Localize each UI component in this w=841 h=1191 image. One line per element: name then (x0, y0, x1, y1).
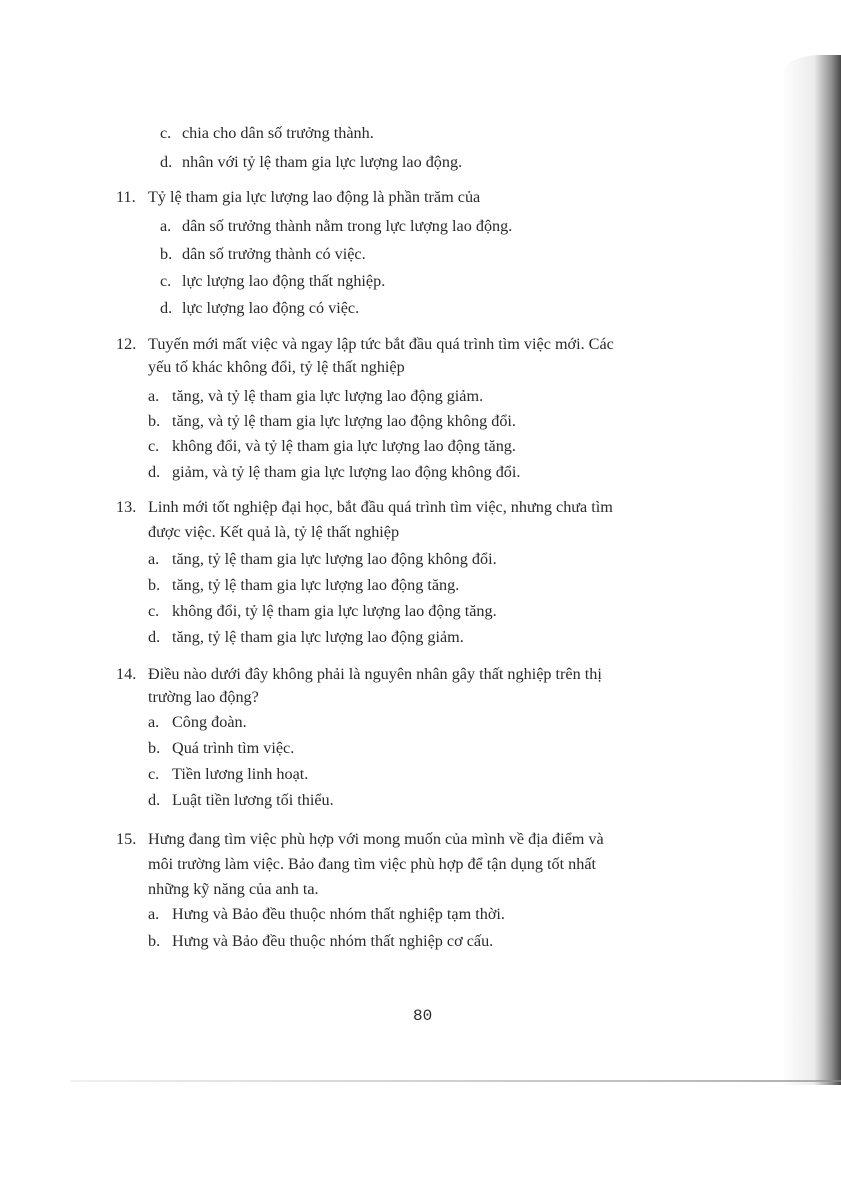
option-text: lực lượng lao động có việc. (182, 299, 360, 317)
option-text: Hưng và Bảo đều thuộc nhóm thất nghiệp tạm thời. (172, 905, 505, 923)
option-letter: c. (148, 437, 160, 455)
option-text: dân số trưởng thành nằm trong lực lượng lao động. (182, 217, 513, 235)
option-letter: a. (148, 387, 160, 405)
option-letter: b. (148, 576, 161, 594)
option-letter: a. (148, 905, 160, 923)
question-number: 14. (116, 665, 137, 683)
option-letter: b. (148, 412, 161, 430)
option-letter: c. (148, 602, 160, 620)
question-stem: Hưng đang tìm việc phù hợp với mong muốn của mình về địa điểm và (148, 830, 604, 848)
option-text: Công đoàn. (172, 713, 247, 731)
option-text: giảm, và tỷ lệ tham gia lực lượng lao động không đổi. (172, 463, 521, 481)
option-letter: a. (148, 550, 160, 568)
question-number: 11. (116, 188, 136, 206)
option-letter: b. (160, 245, 173, 263)
option-text: không đổi, tỷ lệ tham gia lực lượng lao động tăng. (172, 602, 497, 620)
option-text: dân số trưởng thành có việc. (182, 245, 366, 263)
option-text: tăng, và tỷ lệ tham gia lực lượng lao động giảm. (172, 387, 484, 405)
option-text: nhân với tỷ lệ tham gia lực lượng lao động. (182, 153, 463, 171)
question-stem: Điều nào dưới đây không phải là nguyên nhân gây thất nghiệp trên thị (148, 665, 602, 683)
question-stem: Linh mới tốt nghiệp đại học, bắt đầu quá trình tìm việc, nhưng chưa tìm (148, 498, 613, 516)
option-letter: d. (160, 153, 173, 171)
option-letter: a. (148, 713, 160, 731)
question-stem: trường lao động? (148, 688, 259, 706)
question-stem: Tuyến mới mất việc và ngay lập tức bắt đầu quá trình tìm việc mới. Các (148, 335, 614, 353)
option-text: Quá trình tìm việc. (172, 739, 295, 757)
option-letter: c. (160, 272, 172, 290)
option-text: tăng, và tỷ lệ tham gia lực lượng lao động không đổi. (172, 412, 516, 430)
option-letter: d. (160, 299, 173, 317)
option-letter: b. (148, 739, 161, 757)
option-letter: c. (160, 124, 172, 142)
question-number: 15. (116, 830, 137, 848)
option-text: tăng, tỷ lệ tham gia lực lượng lao động giảm. (172, 628, 464, 646)
question-number: 12. (116, 335, 137, 353)
option-text: Hưng và Bảo đều thuộc nhóm thất nghiệp cơ cấu. (172, 932, 494, 950)
option-letter: d. (148, 463, 161, 481)
option-text: tăng, tỷ lệ tham gia lực lượng lao động không đổi. (172, 550, 497, 568)
option-letter: d. (148, 791, 161, 809)
option-letter: d. (148, 628, 161, 646)
question-stem: yếu tố khác không đổi, tỷ lệ thất nghiệp (148, 358, 405, 376)
option-text: Tiền lương linh hoạt. (172, 765, 309, 783)
option-text: chia cho dân số trưởng thành. (182, 124, 374, 142)
option-letter: c. (148, 765, 160, 783)
page-number: 80 (413, 1007, 433, 1025)
question-stem: được việc. Kết quả là, tỷ lệ thất nghiệp (148, 523, 400, 541)
option-text: Luật tiền lương tối thiểu. (172, 791, 334, 809)
option-letter: b. (148, 932, 161, 950)
question-stem: môi trường làm việc. Bảo đang tìm việc phù hợp để tận dụng tốt nhất (148, 855, 597, 873)
option-text: tăng, tỷ lệ tham gia lực lượng lao động tăng. (172, 576, 460, 594)
option-text: lực lượng lao động thất nghiệp. (182, 272, 386, 290)
question-number: 13. (116, 498, 137, 516)
option-letter: a. (160, 217, 172, 235)
option-text: không đổi, và tỷ lệ tham gia lực lượng lao động tăng. (172, 437, 516, 455)
question-stem: Tỷ lệ tham gia lực lượng lao động là phần trăm của (148, 188, 481, 206)
question-stem: những kỹ năng của anh ta. (148, 880, 319, 898)
